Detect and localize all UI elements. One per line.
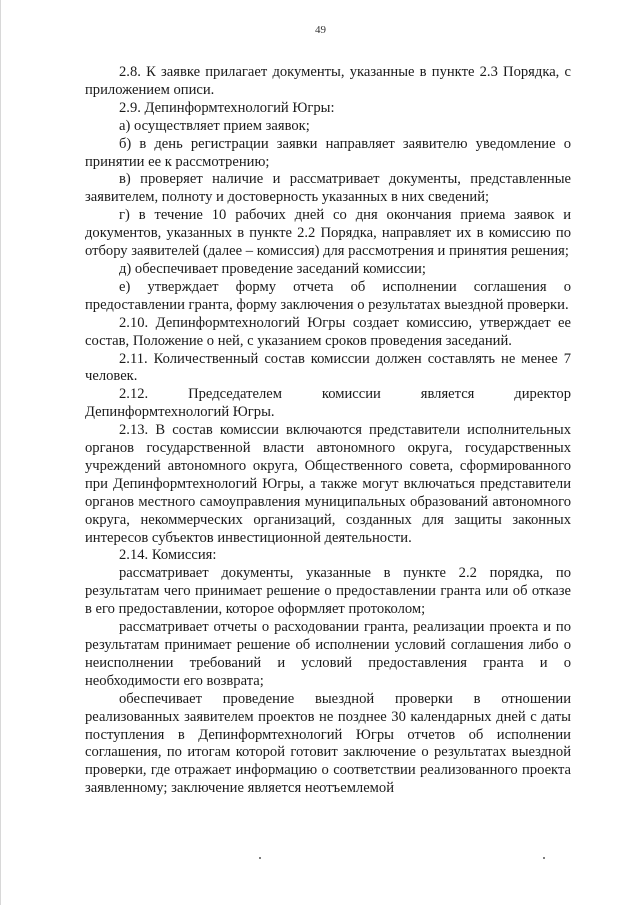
paragraph-2-14-item-2: рассматривает отчеты о расходовании гранта, реализации проекта и по результатам принимает решение об исполнении условий соглашения либо о неисполнении требований и условий предоставления гранта и о необходимости его возврата; [85, 619, 571, 689]
paragraph-2-13: 2.13. В состав комиссии включаются представители исполнительных органов государственной власти автономного округа, государственных учреждений автономного округа, Общественного совета, сформированного при Депинформтехнологий Югры, а также могут включаться представители органов местного самоуправления муниципальных образований автономного округа, некоммерческих организаций, созданных для защиты законных интересов субъектов инвестиционной деятельности. [85, 422, 571, 546]
page-number: 49 [315, 24, 326, 36]
paragraph-2-14-item-3: обеспечивает проведение выездной проверки в отношении реализованных заявителем проектов не позднее 30 календарных дней с даты поступления в Депинформтехнологий Югры отчетов об исполнении соглашения, по итогам которой готовит заключение о результатах выездной проверки, где отражает информацию о соответствии реализованного проекта заявленному; заключение является неотъемлемой [85, 690, 571, 797]
paragraph-2-9: 2.9. Депинформтехнологий Югры: [119, 99, 335, 116]
scan-speck [543, 857, 545, 859]
paragraph-2-9-d: д) обеспечивает проведение заседаний комиссии; [119, 260, 426, 277]
paragraph-2-9-v: в) проверяет наличие и рассматривает документы, представленные заявителем, полноту и достоверность указанных в них сведений; [85, 171, 571, 206]
paragraph-2-12: 2.12. Председателем комиссии является директор Депинформтехнологий Югры. [85, 386, 571, 421]
paragraph-2-9-g: г) в течение 10 рабочих дней со дня окончания приема заявок и документов, указанных в пункте 2.2 Порядка, направляет их в комиссию по отбору заявителей (далее – комиссия) для рассмотрения и принятия решения; [85, 207, 571, 260]
paragraph-2-9-b: б) в день регистрации заявки направляет заявителю уведомление о принятии ее к рассмотрению; [85, 135, 571, 170]
paragraph-2-14: 2.14. Комиссия: [119, 547, 217, 564]
paragraph-2-11: 2.11. Количественный состав комиссии должен составлять не менее 7 человек. [85, 350, 571, 385]
paragraph-2-9-a: а) осуществляет прием заявок; [119, 117, 310, 134]
scan-speck [259, 857, 261, 859]
paragraph-2-14-item-1: рассматривает документы, указанные в пункте 2.2 порядка, по результатам чего принимает решение о предоставлении гранта или об отказе в его предоставлении, которое оформляет протоколом; [85, 565, 571, 618]
paragraph-2-8: 2.8. К заявке прилагает документы, указанные в пункте 2.3 Порядка, с приложением описи. [85, 64, 571, 98]
paragraph-2-9-e: е) утверждает форму отчета об исполнении соглашения о предоставлении гранта, форму заключения о результатах выездной проверки. [85, 278, 571, 313]
document-body [85, 64, 571, 798]
paragraph-2-10: 2.10. Депинформтехнологий Югры создает комиссию, утверждает ее состав, Положение о ней, с указанием сроков проведения заседаний. [85, 314, 571, 349]
